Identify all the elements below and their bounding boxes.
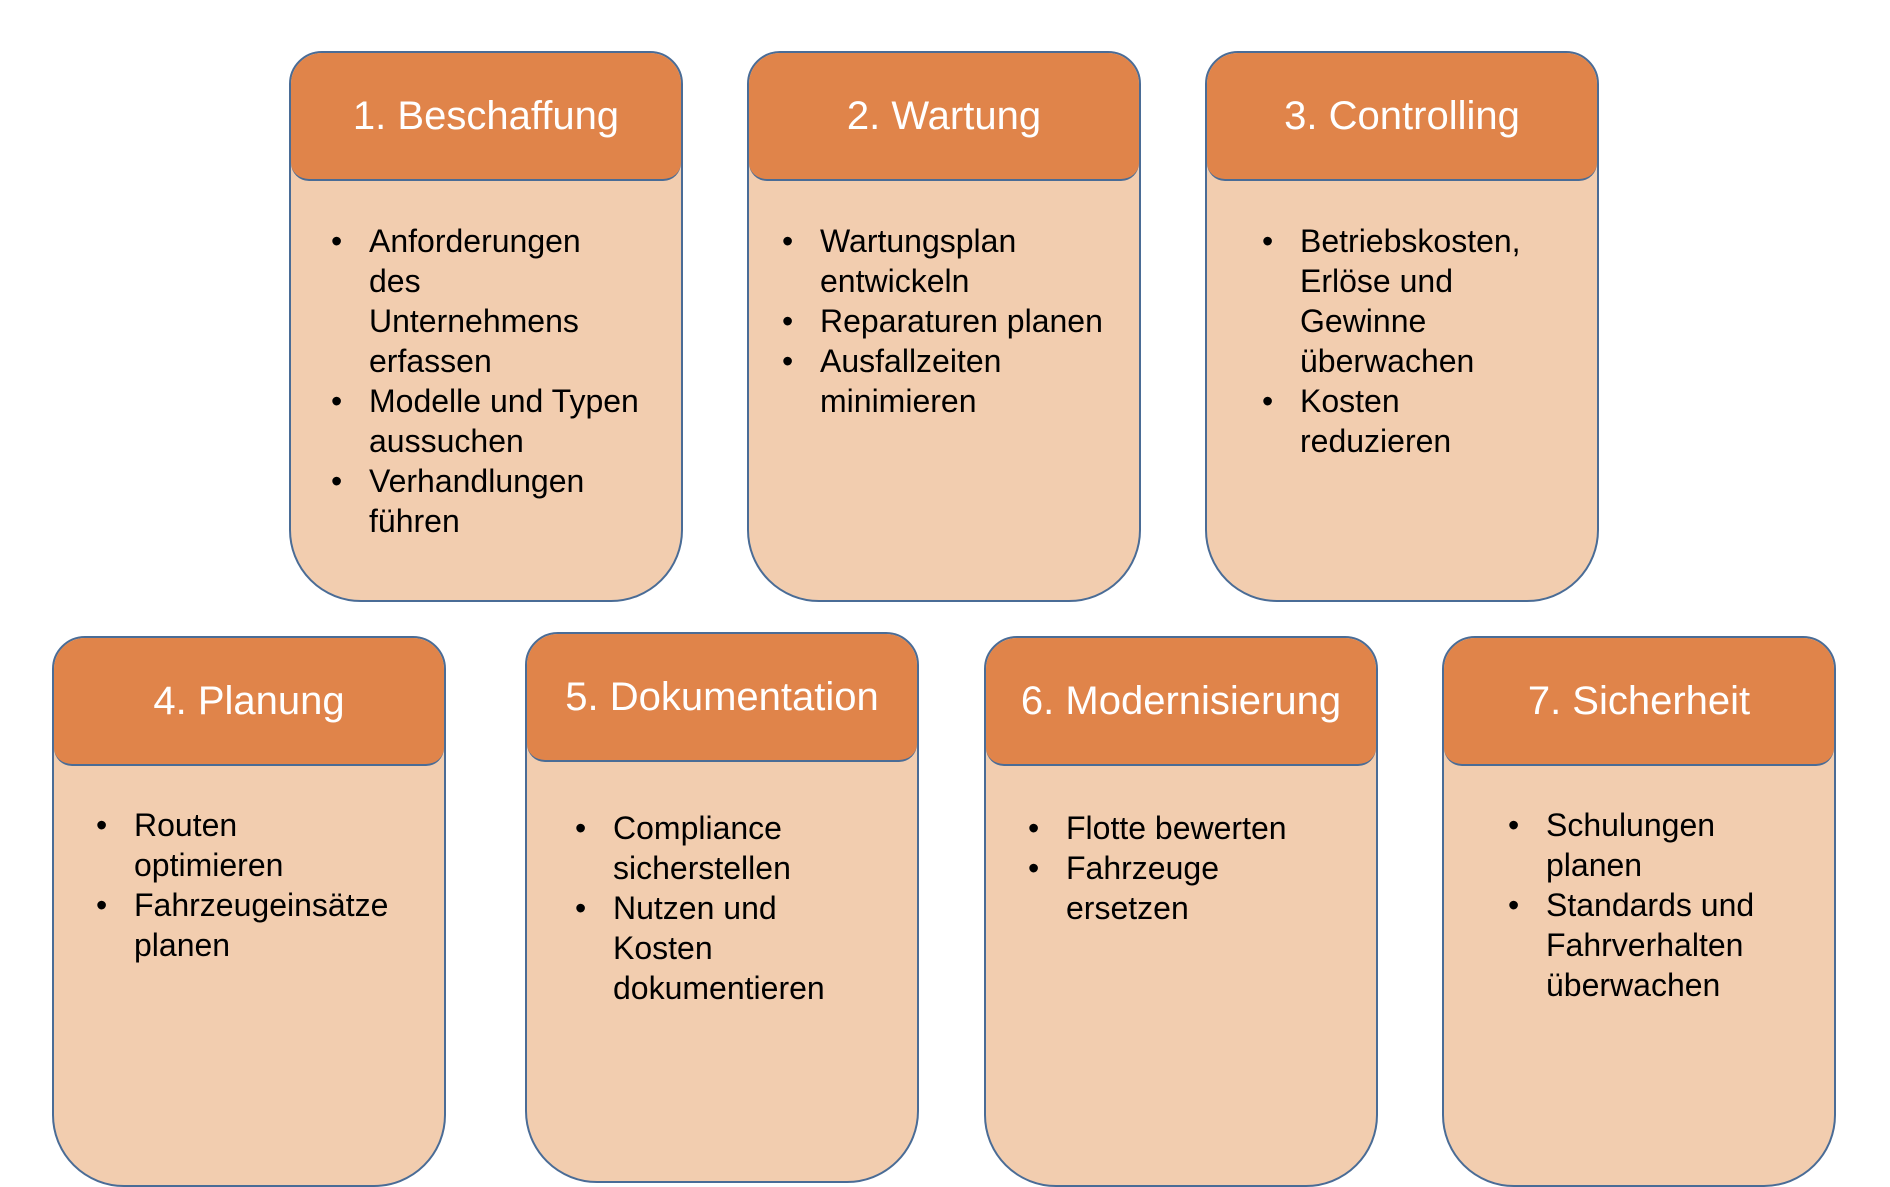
card-title: 1. Beschaffung bbox=[291, 53, 681, 181]
card-item-list bbox=[54, 766, 444, 965]
list-item: • Modelle und Typen aussuchen bbox=[331, 381, 641, 461]
list-item: • Routen optimieren bbox=[96, 805, 284, 885]
card-beschaffung bbox=[289, 51, 683, 602]
card-title: 4. Planung bbox=[54, 638, 444, 766]
list-item: • Schulungen planen bbox=[1508, 805, 1736, 885]
card-title: 2. Wartung bbox=[749, 53, 1139, 181]
card-item-list bbox=[291, 181, 681, 541]
card-title: 6. Modernisierung bbox=[986, 638, 1376, 766]
list-item: • Flotte bewerten bbox=[1028, 808, 1366, 848]
list-item: • Nutzen und Kosten dokumentieren bbox=[575, 888, 813, 1008]
card-title: 5. Dokumentation bbox=[527, 634, 917, 762]
card-wartung bbox=[747, 51, 1141, 602]
card-planung bbox=[52, 636, 446, 1187]
list-item: • Wartungsplan entwickeln bbox=[782, 221, 1050, 301]
list-item: • Fahrzeuge ersetzen bbox=[1028, 848, 1246, 928]
list-item: • Ausfallzeiten minimieren bbox=[782, 341, 1050, 421]
card-title: 3. Controlling bbox=[1207, 53, 1597, 181]
card-sicherheit bbox=[1442, 636, 1836, 1187]
card-item-list bbox=[527, 762, 917, 1008]
list-item: • Betriebskosten, Erlöse und Gewinne überwachen bbox=[1262, 221, 1500, 381]
list-item: • Anforderungen des Unternehmens erfassen bbox=[331, 221, 579, 381]
list-item: • Verhandlungen führen bbox=[331, 461, 641, 541]
card-dokumentation bbox=[525, 632, 919, 1183]
list-item: • Kosten reduzieren bbox=[1262, 381, 1440, 461]
card-item-list bbox=[1444, 766, 1834, 1005]
card-controlling bbox=[1205, 51, 1599, 602]
list-item: • Compliance sicherstellen bbox=[575, 808, 813, 888]
card-title: 7. Sicherheit bbox=[1444, 638, 1834, 766]
card-modernisierung bbox=[984, 636, 1378, 1187]
card-item-list bbox=[986, 766, 1376, 928]
list-item: • Reparaturen planen bbox=[782, 301, 1129, 341]
card-item-list bbox=[1207, 181, 1597, 461]
list-item: • Standards und Fahrverhalten überwachen bbox=[1508, 885, 1776, 1005]
card-item-list bbox=[749, 181, 1139, 421]
list-item: • Fahrzeugeinsätze planen bbox=[96, 885, 424, 965]
